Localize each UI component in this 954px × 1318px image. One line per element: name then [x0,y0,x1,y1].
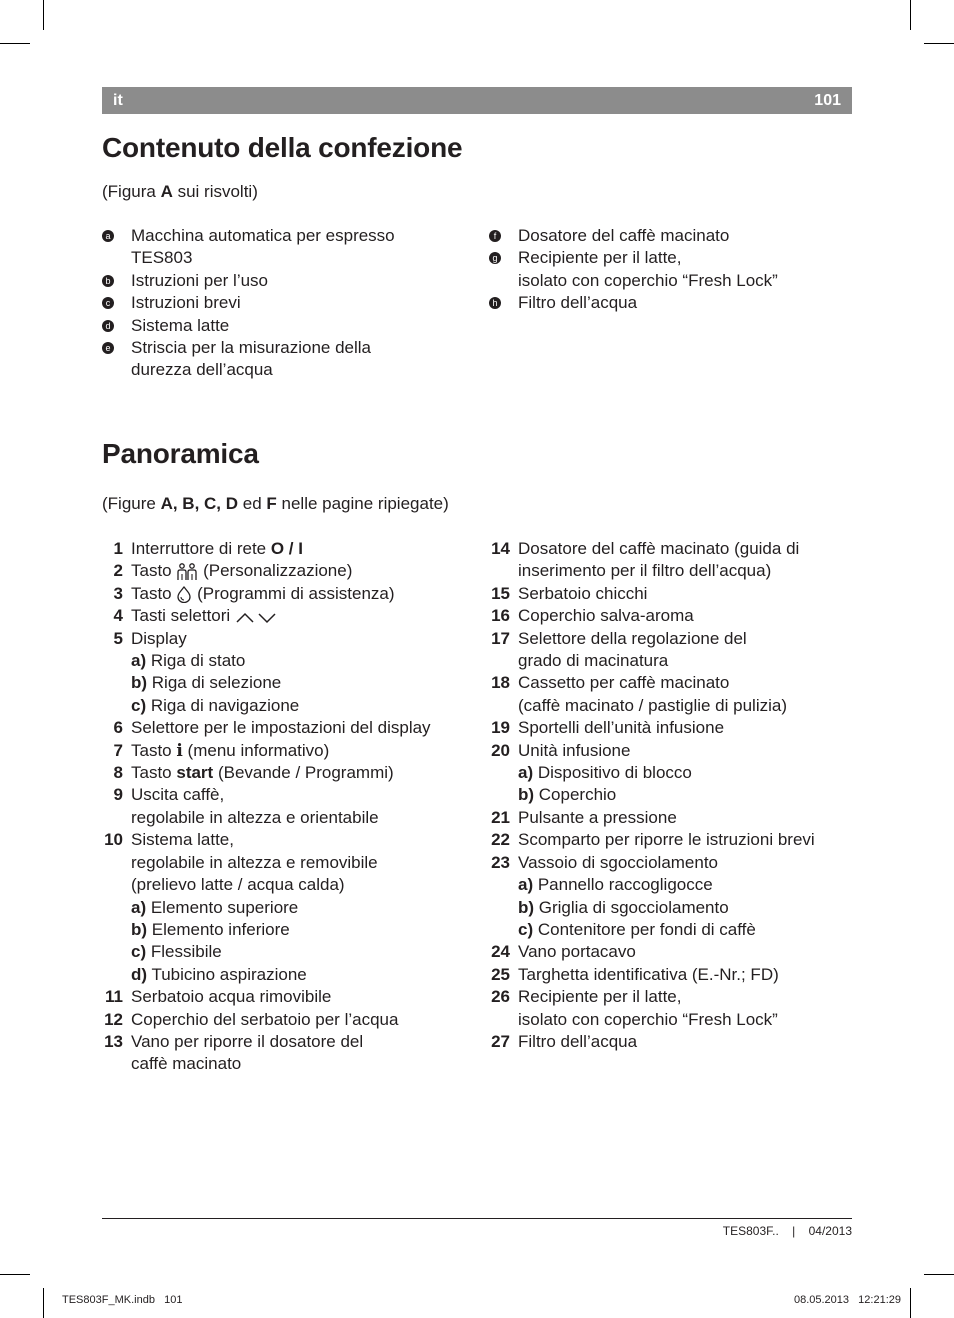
crop-mark [43,1288,44,1318]
overview-list-left [102,538,477,1076]
crop-mark [910,1288,911,1318]
list-item: 8 Tasto start (Bevande / Programmi) [113,763,394,783]
list-item: 14 Dosatore del caffè macinato (guida di inserimento per il filtro dell’acqua) [491,539,800,581]
list-item: d Sistema latte [102,315,472,337]
letter-badge: c [102,297,114,309]
crop-mark [924,1274,954,1275]
list-item: 22 Scomparto per riporre le istruzioni brevi [491,830,815,850]
list-item: 21 Pulsante a pressione [491,807,677,827]
slug-timestamp: 08.05.2013 12:21:29 [793,1294,901,1306]
letter-badge: h [489,297,501,309]
header-bar [102,87,852,114]
letter-badge: e [102,342,114,354]
list-item: 5 Display a) Riga di stato b) Riga di selezione c) Riga di navigazione [113,628,300,715]
list-item: h Filtro dell’acqua [489,292,854,314]
overview-list-right [489,538,854,1053]
list-item: 18 Cassetto per caffè macinato (caffè macinato / pastiglie di pulizia) [491,673,787,715]
slug-file: TES803F_MK.indb 101 [62,1294,183,1306]
list-item: 6 Selettore per le impostazioni del display [113,718,431,738]
crop-mark [0,43,30,44]
letter-badge: g [489,252,501,264]
list-item: 19 Sportelli dell’unità infusione [491,718,725,738]
language-code: it [113,92,123,109]
crop-mark [910,0,911,30]
list-item: 11 Serbatoio acqua rimovibile [105,987,332,1007]
page-number: 101 [814,92,841,109]
list-item: 24 Vano portacavo [491,942,636,962]
list-item: 7 Tasto i (menu informativo) [113,740,330,761]
figure-note: (Figura A sui risvolti) [102,182,258,201]
list-item: 10 Sistema latte, regolabile in altezza e removibile (prelievo latte / acqua calda) a) Elemento superiore b) Elemento inferiore c) Flessibile d) Tubicino aspirazione [104,830,378,984]
crop-mark [0,1274,30,1275]
letter-badge: b [102,275,114,287]
section-title-overview: Panoramica [102,438,259,469]
list-item: 4 Tasti selettori [102,605,477,627]
footer-rule [102,1218,852,1219]
contents-list-right [489,225,854,315]
list-item: 26 Recipiente per il latte, isolato con coperchio “Fresh Lock” [491,987,778,1029]
list-item: 2 Tasto (Personalizzazione) [113,561,353,581]
list-item: g Recipiente per il latte, isolato con coperchio “Fresh Lock” [489,247,854,292]
list-item: 20 Unità infusione a) Dispositivo di blocco b) Coperchio [491,740,692,805]
figure-note: (Figure A, B, C, D ed F nelle pagine ripiegate) [102,494,449,513]
list-item: 12 Coperchio del serbatoio per l’acqua [104,1009,399,1029]
list-item: 3 Tasto (Programmi di assistenza) [113,583,395,603]
personalization-icon [176,562,198,582]
list-item: 27 Filtro dell’acqua [491,1031,638,1051]
list-item: 9 Uscita caffè, regolabile in altezza e orientabile [113,785,379,827]
list-item: 23 Vassoio di sgocciolamento a) Pannello raccogligocce b) Griglia di sgocciolamento c) Contenitore per fondi di caffè [491,852,756,939]
list-item: c Istruzioni brevi [102,292,472,314]
list-item: 17 Selettore della regolazione del grado di macinatura [491,628,747,671]
crop-mark [43,0,44,30]
list-item: f Dosatore del caffè macinato [489,225,854,247]
footer-info: TES803F.. | 04/2013 [722,1224,852,1238]
service-program-icon [176,585,192,603]
list-item: 15 Serbatoio chicchi [491,583,648,603]
letter-badge: d [102,320,114,332]
info-icon: i [176,740,183,761]
chevron-up-down-icon [235,610,279,624]
list-item: b Istruzioni per l’uso [102,270,472,292]
letter-badge: f [489,230,501,242]
section-title-contents: Contenuto della confezione [102,132,463,163]
list-item: 25 Targhetta identificativa (E.-Nr.; FD) [491,964,779,984]
crop-mark [924,43,954,44]
list-item: 13 Vano per riporre il dosatore del caffè macinato [104,1031,364,1074]
letter-badge: a [102,230,114,242]
contents-list-left [102,225,472,382]
list-item: 1 Interruttore di rete O / I [113,539,303,558]
list-item: a Macchina automatica per espresso TES803 [102,225,472,270]
list-item: 16 Coperchio salva-aroma [491,606,694,626]
list-item: e Striscia per la misurazione della durezza dell’acqua [102,337,472,382]
